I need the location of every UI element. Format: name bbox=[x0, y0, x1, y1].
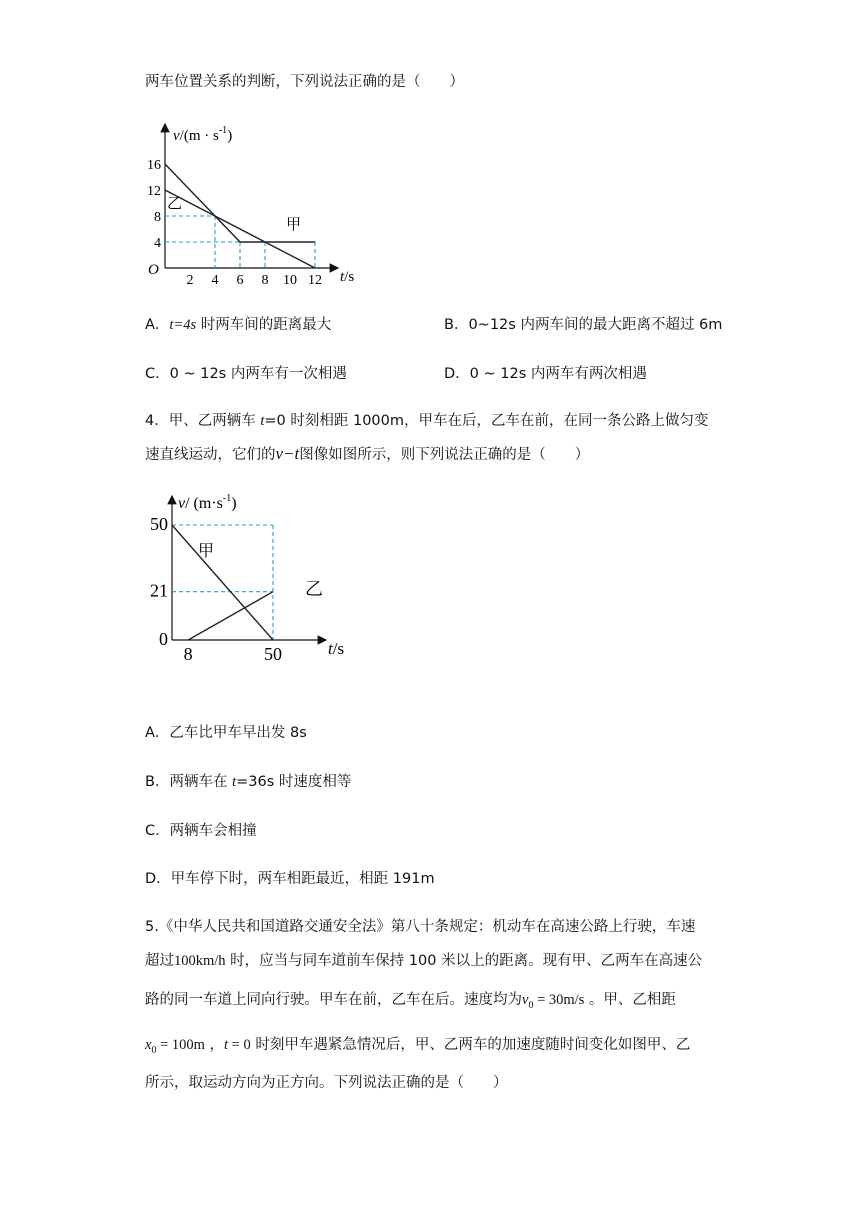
series-line-2 bbox=[188, 592, 273, 640]
q5-stem-line-4: $x_0 = 100m$ ，t = 0 时刻甲车遇紧急情况后，甲、乙两车的加速度随时间变化如图甲、乙 bbox=[145, 1037, 691, 1056]
q3-option-a[interactable]: A．t=4s 时两车间的距离最大 bbox=[145, 317, 332, 333]
q5-stem-line-3: 路的同一车道上同向行驶。甲车在前，乙车在后。速度均为$v_0 = 30m/s$ 。甲、乙相距 bbox=[145, 992, 676, 1011]
x-tick-label: 10 bbox=[283, 273, 297, 288]
y-tick-label: 4 bbox=[154, 236, 161, 251]
y-tick-label: 50 bbox=[150, 514, 168, 534]
q4-stem-line-1: 4．甲、乙两辆车 t=0 时刻相距 1000m，甲车在后，乙车在前，在同一条公路上做匀变 bbox=[145, 413, 709, 429]
y-axis-label: $v/(m \cdot s^{-1})$ bbox=[173, 125, 233, 144]
x-tick-label: 12 bbox=[308, 273, 322, 288]
origin-label: O bbox=[148, 262, 159, 278]
y-tick-label: 0 bbox=[159, 629, 168, 649]
q4-option-b[interactable]: B．两辆车在 t=36s 时速度相等 bbox=[145, 774, 352, 790]
q4-option-d[interactable]: D．甲车停下时，两车相距最近，相距 191m bbox=[145, 871, 435, 887]
x-tick-label: 50 bbox=[264, 644, 282, 664]
q3-stem-tail: 两车位置关系的判断，下列说法正确的是（ ） bbox=[145, 74, 464, 90]
y-tick-label: 8 bbox=[154, 210, 161, 225]
y-tick-label: 21 bbox=[150, 580, 168, 601]
series-label-jia: 甲 bbox=[198, 543, 215, 560]
x-tick-label: 8 bbox=[261, 273, 269, 288]
x-tick-label: 8 bbox=[183, 644, 193, 664]
series-line-1 bbox=[172, 525, 273, 640]
q5-stem-line-5: 所示，取运动方向为正方向。下列说法正确的是（ ） bbox=[145, 1075, 508, 1091]
q4-vt-graph bbox=[140, 488, 370, 678]
q5-stem-line-2: 超过100km/h 时，应当与同车道前车保持 100 米以上的距离。现有甲、乙两车在高速公 bbox=[145, 953, 703, 969]
series-label-yi: 乙 bbox=[305, 579, 323, 599]
x-tick-label: 4 bbox=[211, 273, 219, 288]
x-axis-label: t/s bbox=[340, 269, 355, 285]
q3-option-b[interactable]: B．0~12s 内两车间的最大距离不超过 6m bbox=[444, 317, 723, 333]
y-tick-label: 12 bbox=[147, 184, 161, 199]
q3-option-d[interactable]: D．0 ~ 12s 内两车有两次相遇 bbox=[444, 366, 647, 382]
q3-vt-graph bbox=[140, 118, 380, 288]
q4-option-c[interactable]: C．两辆车会相撞 bbox=[145, 823, 257, 839]
x-axis-label: t/s bbox=[328, 639, 345, 658]
q3-option-c[interactable]: C．0 ~ 12s 内两车有一次相遇 bbox=[145, 366, 347, 382]
q4-stem-line-2: 速直线运动，它们的v−t图像如图所示，则下列说法正确的是（ ） bbox=[145, 444, 590, 463]
series-label-yi: 乙 bbox=[167, 196, 183, 212]
x-tick-label: 6 bbox=[236, 273, 244, 288]
y-tick-label: 16 bbox=[147, 158, 161, 173]
y-axis-label: v/ $(m\cdot s^{-1})$ bbox=[178, 493, 237, 512]
series-label-jia: 甲 bbox=[286, 217, 302, 233]
q5-stem-line-1: 5.《中华人民共和国道路交通安全法》第八十条规定：机动车在高速公路上行驶，车速 bbox=[145, 919, 696, 935]
q4-option-a[interactable]: A．乙车比甲车早出发 8s bbox=[145, 725, 307, 741]
x-tick-label: 2 bbox=[186, 273, 194, 288]
